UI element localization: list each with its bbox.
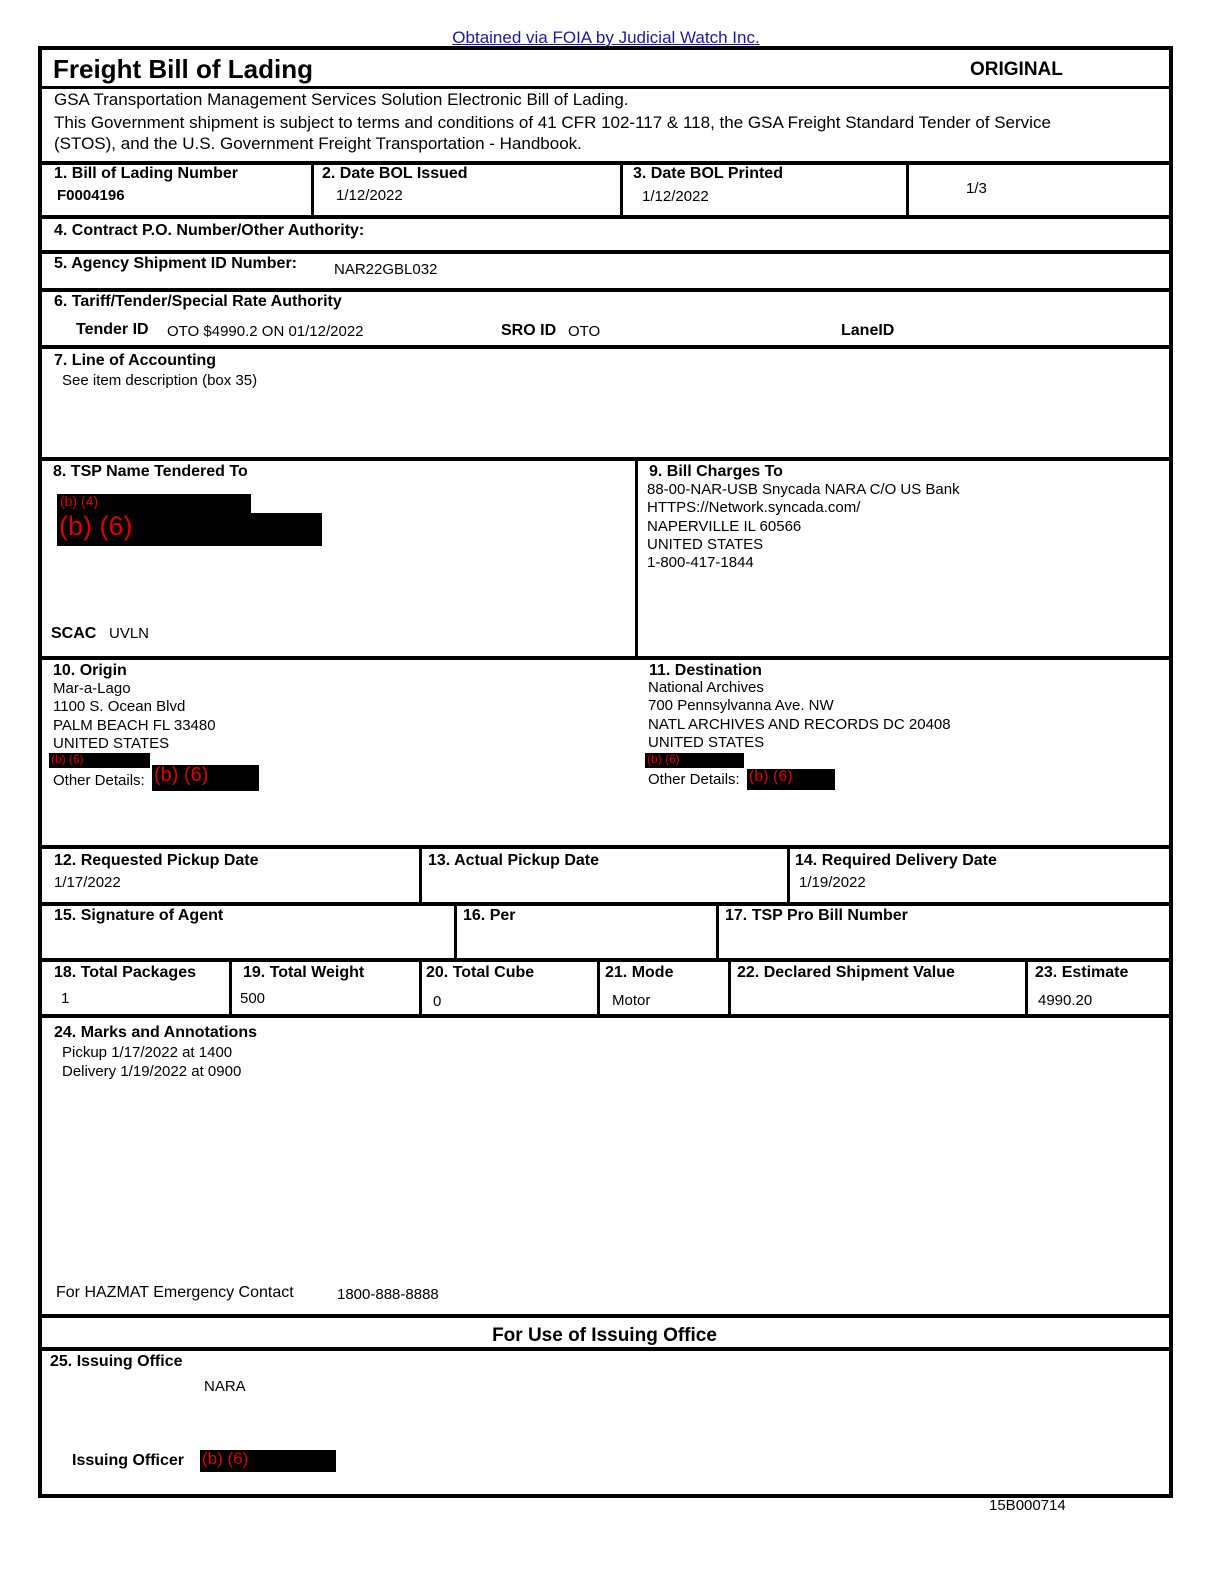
- rule: [40, 902, 1169, 906]
- scac-label: SCAC: [51, 625, 97, 642]
- destination-line: UNITED STATES: [648, 734, 765, 751]
- divider: [229, 960, 232, 1016]
- requested-pickup-value: 1/17/2022: [54, 874, 121, 891]
- issuing-officer-label: Issuing Officer: [72, 1452, 185, 1469]
- document-id: 15B000714: [989, 1497, 1066, 1514]
- form-title: Freight Bill of Lading: [53, 54, 313, 84]
- line-of-accounting-label: 7. Line of Accounting: [54, 352, 217, 369]
- rule: [40, 1314, 1169, 1318]
- annotation-line: Delivery 1/19/2022 at 0900: [62, 1063, 242, 1080]
- date-issued-value: 1/12/2022: [336, 187, 403, 204]
- total-cube-label: 20. Total Cube: [426, 964, 535, 981]
- required-delivery-label: 14. Required Delivery Date: [795, 852, 997, 869]
- total-weight-label: 19. Total Weight: [243, 964, 365, 981]
- page-number: 1/3: [966, 180, 987, 197]
- rule: [40, 958, 1169, 962]
- date-printed-value: 1/12/2022: [642, 188, 709, 205]
- destination-other-details-redaction: (b) (6): [747, 769, 835, 790]
- tsp-pro-bill-label: 17. TSP Pro Bill Number: [725, 907, 908, 924]
- foia-watermark: Obtained via FOIA by Judicial Watch Inc.: [452, 28, 760, 47]
- divider: [787, 847, 790, 904]
- signature-agent-label: 15. Signature of Agent: [54, 907, 224, 924]
- sro-id-value: OTO: [568, 323, 601, 340]
- tariff-label: 6. Tariff/Tender/Special Rate Authority: [54, 293, 342, 310]
- hazmat-value: 1800-888-8888: [337, 1286, 439, 1303]
- origin-line: UNITED STATES: [53, 735, 170, 752]
- issuing-office-header: For Use of Issuing Office: [492, 1325, 717, 1346]
- date-printed-label: 3. Date BOL Printed: [633, 165, 783, 182]
- estimate-label: 23. Estimate: [1035, 964, 1129, 981]
- destination-line: 700 Pennsylvanna Ave. NW: [648, 697, 834, 714]
- divider: [635, 459, 638, 658]
- bol-number-value: F0004196: [57, 187, 125, 204]
- bol-number-label: 1. Bill of Lading Number: [54, 165, 239, 182]
- destination-line: NATL ARCHIVES AND RECORDS DC 20408: [648, 716, 951, 733]
- rule: [40, 845, 1169, 849]
- destination-label: 11. Destination: [649, 662, 762, 679]
- total-packages-value: 1: [61, 990, 70, 1007]
- total-cube-value: 0: [433, 993, 442, 1010]
- marks-annotations-label: 24. Marks and Annotations: [54, 1024, 257, 1041]
- total-packages-label: 18. Total Packages: [54, 964, 196, 981]
- required-delivery-value: 1/19/2022: [799, 874, 866, 891]
- divider: [1025, 960, 1028, 1016]
- issuing-office-label: 25. Issuing Office: [50, 1353, 183, 1370]
- intro-line-2: This Government shipment is subject to terms and conditions of 41 CFR 102-117 & 118, the GSA Freight Standard Tender of Service: [54, 113, 1051, 132]
- rule: [40, 288, 1169, 292]
- rule: [40, 1014, 1169, 1018]
- origin-line: Mar-a-Lago: [53, 680, 131, 697]
- divider: [419, 847, 422, 904]
- requested-pickup-label: 12. Requested Pickup Date: [54, 852, 259, 869]
- contract-po-label: 4. Contract P.O. Number/Other Authority:: [54, 222, 365, 239]
- hazmat-label: For HAZMAT Emergency Contact: [56, 1284, 294, 1301]
- destination-redaction: (b) (6): [645, 753, 744, 768]
- rule: [40, 345, 1169, 349]
- date-issued-label: 2. Date BOL Issued: [322, 165, 468, 182]
- tender-id-label: Tender ID: [76, 321, 149, 338]
- annotation-line: Pickup 1/17/2022 at 1400: [62, 1044, 233, 1061]
- tsp-name-label: 8. TSP Name Tendered To: [53, 463, 248, 480]
- origin-line: 1100 S. Ocean Blvd: [53, 698, 186, 715]
- copy-type: ORIGINAL: [970, 59, 1063, 80]
- mode-value: Motor: [612, 992, 651, 1009]
- rule: [40, 656, 1169, 660]
- declared-value-label: 22. Declared Shipment Value: [737, 964, 955, 981]
- divider: [716, 904, 719, 960]
- rule: [40, 250, 1169, 254]
- scac-value: UVLN: [109, 625, 150, 642]
- divider: [906, 163, 909, 217]
- intro-line-1: GSA Transportation Management Services Solution Electronic Bill of Lading.: [54, 90, 629, 109]
- origin-other-details-label: Other Details:: [53, 772, 145, 789]
- tender-id-value: OTO $4990.2 ON 01/12/2022: [167, 323, 364, 340]
- divider: [728, 960, 731, 1016]
- lane-id-label: LaneID: [841, 322, 895, 339]
- mode-label: 21. Mode: [605, 964, 674, 981]
- origin-label: 10. Origin: [53, 662, 127, 679]
- per-label: 16. Per: [463, 907, 516, 924]
- bill-charges-line: HTTPS://Network.syncada.com/: [647, 499, 861, 516]
- line-of-accounting-value: See item description (box 35): [62, 372, 258, 389]
- divider: [620, 163, 623, 217]
- issuing-office-value: NARA: [204, 1378, 246, 1395]
- intro-line-3: (STOS), and the U.S. Government Freight Transportation - Handbook.: [54, 134, 582, 153]
- total-weight-value: 500: [240, 990, 266, 1007]
- rule: [40, 1347, 1169, 1351]
- estimate-value: 4990.20: [1038, 992, 1093, 1009]
- rule: [40, 215, 1169, 219]
- origin-redaction: (b) (6): [49, 753, 150, 768]
- actual-pickup-label: 13. Actual Pickup Date: [428, 852, 600, 869]
- redaction-b4: (b) (4): [57, 494, 251, 514]
- redaction-b6: (b) (6): [57, 513, 322, 546]
- rule: [40, 457, 1169, 461]
- bill-charges-line: 1-800-417-1844: [647, 554, 754, 571]
- agency-shipment-id-label: 5. Agency Shipment ID Number:: [54, 255, 297, 272]
- rule: [40, 86, 1169, 89]
- divider: [454, 904, 457, 960]
- destination-other-details-label: Other Details:: [648, 771, 740, 788]
- bill-charges-line: NAPERVILLE IL 60566: [647, 518, 802, 535]
- divider: [597, 960, 600, 1016]
- divider: [419, 960, 422, 1016]
- origin-line: PALM BEACH FL 33480: [53, 717, 216, 734]
- origin-other-details-redaction: (b) (6): [152, 765, 259, 791]
- agency-shipment-id-value: NAR22GBL032: [334, 261, 438, 278]
- destination-line: National Archives: [648, 679, 764, 696]
- bill-charges-line: 88-00-NAR-USB Snycada NARA C/O US Bank: [647, 481, 960, 498]
- issuing-officer-redaction: (b) (6): [200, 1450, 336, 1472]
- bill-charges-label: 9. Bill Charges To: [649, 463, 783, 480]
- sro-id-label: SRO ID: [501, 322, 557, 339]
- divider: [311, 163, 314, 217]
- bill-charges-line: UNITED STATES: [647, 536, 764, 553]
